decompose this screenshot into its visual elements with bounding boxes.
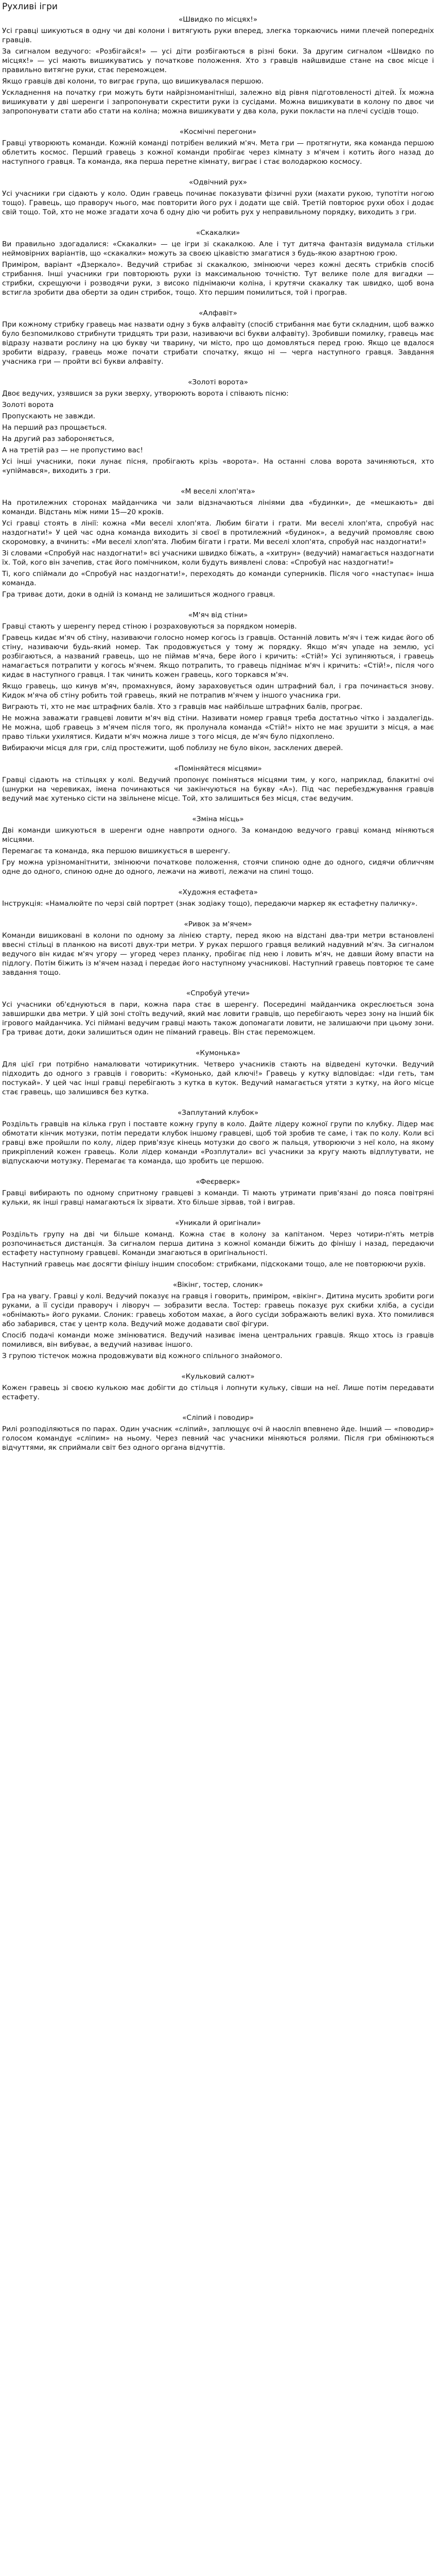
game-paragraph: Спосіб подачі команди може змінюватися. Ведучий називає імена центральних гравців. Якщо хтось із гравців помилився, він вибуває, а ведучий називає іншого. <box>2 1331 434 1349</box>
game-title: «Заплутаний клубок» <box>177 1109 259 1117</box>
game-title: «Спробуй утечи» <box>186 989 250 997</box>
game-paragraph: Не можна заважати гравцеві ловити м'яч від стіни. Називати номер гравця треба достатньо чітко і заздалегідь. Не можна, щоб гравець з м'ячем після того, як пролунала команда «Стій!» ніхто не має зрушити з місця, а має право тільки ухилятися. Кидати м'яч можна лише з того місця, де м'яч було підхоплено. <box>2 714 434 741</box>
game-section <box>2 1108 434 1166</box>
game-title: «Зміна місць» <box>192 815 244 823</box>
game-paragraph: Перемагає та команда, яка першою вишикується в шеренгу. <box>2 847 231 855</box>
game-section <box>2 1218 434 1269</box>
game-paragraph: Пропускають не завжди. <box>2 412 95 420</box>
game-paragraph: На перший раз прощається. <box>2 423 107 432</box>
game-paragraph: Гравці утворюють команди. Кожній команді потрібен великий м'яч. Мета гри — протягнути, яка команда першою облетить космос. Перший гравець з кожної команди пробігає через кімнату з м'ячем і котить його назад до наступного гравця. Та команда, яка перша перетне кімнату, виграє і стає володаркою космосу. <box>2 139 434 166</box>
game-paragraph: Ті, кого спіймали до «Спробуй нас наздогнати!», переходять до команди суперників. Після чого «наступає» інша команда. <box>2 570 434 587</box>
game-title: «Одвічний рух» <box>189 178 247 187</box>
game-paragraph: Гравці сідають на стільцях у колі. Ведучий пропонує поміняться місцями тим, у кого, наприклад, блакитні очі (шнурки на черевиках, імена починаються чи закінчуються на букву «А»). Під час перебезджування гравців ведучий має хутенько сісти на звільнене місце. Той, хто залишиться без місця, стає ведучим. <box>2 776 434 803</box>
game-title: «Поміняйтеся місцями» <box>174 765 262 773</box>
game-paragraph: Ускладнення на початку гри можуть бути найрізноманітніші, залежно від рівня підготовленості дітей. Їх можна вишикувати у дві шеренги і запропонувати скрестити руки із сусідами. Можна вишикувати в колону по двоє чи запропонувати стати або стати на коліна; можна вишикувати у два кола, руки покласти на плечі сусідів тощо. <box>2 89 434 115</box>
game-paragraph: Гра триває доти, доки в одній із команд не залишиться жодного гравця. <box>2 590 275 599</box>
game-title: «Космічні перегони» <box>179 128 257 136</box>
game-paragraph: Гравці стають у шеренгу перед стіною і розраховуються за порядком номерів. <box>2 622 297 631</box>
game-paragraph: Зі словами «Спробуй нас наздогнати!» всі учасники швидко біжать, а «хитрун» (ведучий) намагається наздогнати їх. Той, кого він зачепив, стає його помічником, коли будуть виявлені слова: «Спробуй нас наздогнати!» <box>2 549 434 567</box>
game-section <box>2 764 434 803</box>
game-paragraph: Двоє ведучих, узявшися за руки зверху, утворюють ворота і співають пісню: <box>2 389 289 398</box>
game-section <box>2 1372 434 1402</box>
game-title: «Швидко по місцях!» <box>178 15 258 24</box>
game-paragraph: Для цієї гри потрібно намалювати чотирикутник. Четверо учасників стають на відведені куточки. Ведучий підходить до одного з гравців і говорить: «Кумонько, дай ключі!» Гравець у кутку відповідає: «Іди геть, там постукай». У цей час інші гравці перебігають з кутка в куток. Ведучий намагається утяти з кутку, на його місце стає гравець, що залишився без кутка. <box>2 1060 434 1096</box>
game-section <box>2 611 434 753</box>
game-paragraph: Усі учасники об'єднуються в пари, кожна пара стає в шеренгу. Посередині майданчика окреслюється зона завширшки два метри. У цій зоні стоїть ведучий, який має ловити гравців, що перебігають через зону на інший бік ігрового майданчика. Усі піймані ведучим гравці мають також допомагати ловити, не залишаючи при цьому зони. Гра триває доти, доки залишиться один не піманий гравець. Він стає переможцем. <box>2 1001 434 1037</box>
game-section <box>2 1280 434 1361</box>
game-paragraph: А на третій раз — не пропустимо вас! <box>2 446 143 454</box>
game-paragraph: Роздільть гравців на кілька груп і поставте кожну групу в коло. Дайте лідеру кожної групи по клубку. Лідер має обмотати кінчик мотузки, потім передати клубок іншому гравцеві, щоб той зробив те саме, і так по колу. Коли всі гравці вже пройшли по колу, лідер прив'язує кінець мотузки до свого ж пальця, утворюючи з неї коло, на якому прикріплений кожен гравець. Коли лідер команди «Розплутали» всі учасники за кругу мають відплутувати, не відпускаючи мотузку. Перемагає та команда, що зробить це першою. <box>2 1120 434 1165</box>
game-title: «Художня естафета» <box>178 888 258 896</box>
game-paragraph: Вибираючи місця для гри, слід простежити, щоб поблизу не було вікон, засклених дверей. <box>2 744 343 752</box>
game-section <box>2 815 434 876</box>
game-paragraph: Рилі розподіляються по парах. Один учасник «сліпий», заплющує очі й наосліп впевнено йде. Інший — «поводир» голосом командує «сліпим» на ньому. Через певний час учасники міняються ролями. Після гри обмінюються відчуттями, як сприймали світ без одного органа відчуттів. <box>2 1425 434 1452</box>
game-paragraph: Усі гравці шикуються в одну чи дві колони і витягують руки вперед, злегка торкаючись ними плечей попередніх гравців. <box>2 27 434 44</box>
game-paragraph: На протилежних сторонах майданчика чи зали відзначаються лініями два «будинки», де «мешкають» дві команди. Відстань між ними 15—20 кроків. <box>2 499 434 516</box>
game-section <box>2 920 434 977</box>
game-section <box>2 1177 434 1207</box>
game-paragraph: Дві команди шикуються в шеренги одне навпроти одного. За командою ведучого гравці команд міняються місцями. <box>2 826 434 844</box>
game-section <box>2 989 434 1037</box>
game-paragraph: Наступний гравець має досягти фінішу іншим способом: стрибками, підскоками тощо, але не повторюючи рухів. <box>2 1260 426 1268</box>
game-section <box>2 228 434 297</box>
game-section <box>2 1048 434 1097</box>
game-paragraph: Гравці вибирають по одному спритному гравцеві з команди. Ті мають утримати прив'язані до пояса повітряні кульки, як інші гравці намагаються їх зірвати. Хто більше зірвав, той і виграв. <box>2 1189 434 1207</box>
game-title: «Феєрверк» <box>196 1178 240 1186</box>
game-title: «Скакалки» <box>196 229 240 237</box>
game-title: «Кульковий салют» <box>181 1372 255 1381</box>
game-section <box>2 127 434 166</box>
game-paragraph: Виграють ті, хто не має штрафних балів. Хто з гравців має найбільше штрафних балів, програє. <box>2 703 363 711</box>
game-title: «М'яч від стіни» <box>188 611 248 619</box>
game-section <box>2 1413 434 1452</box>
game-paragraph: Роздільть групу на дві чи більше команд. Кожна стає в колону за капітаном. Через чотири-п'ять метрів розпочинається дистанція. За сигналом перша дитина з кожної команди біжить до фінішу і назад, передаючи естафету наступному гравцеві. Команди змагаються в оригінальності. <box>2 1230 434 1257</box>
game-paragraph: На другий раз забороняється, <box>2 435 114 443</box>
game-title: «Сліпий і поводир» <box>182 1414 254 1422</box>
game-section <box>2 487 434 599</box>
games-list <box>2 15 434 1452</box>
page-title: Рухливі ігри <box>2 2 58 12</box>
game-paragraph: Усі інші учасники, поки лунає пісня, пробігають крізь «ворота». На останні слова ворота зачиняються, хто «упіймався», виходить з гри. <box>2 457 434 475</box>
game-paragraph: Гра на увагу. Гравці у колі. Ведучий показує на гравця і говорить, приміром, «вікінг». Дитина мусить зробити роги руками, а її сусіди праворуч і ліворуч — зобразити весла. Тостер: гравець показує рух скибки хліба, а сусіди «обнімають» його руками. Слоник: гравець хоботом махає, а його сусіди зображають великі вуха. Хто помилився або забарився, стає у центр кола. Ведучий може додавати свої фігури. <box>2 1292 434 1328</box>
game-paragraph: Золоті ворота <box>2 401 54 409</box>
game-paragraph: Гру можна урізноманітнити, змінюючи початкове положення, стоячи спиною одне до одного, сидячи обличчям одне до одного, спиною одне до одного, лежачи на животі, лежачи на спині тощо. <box>2 858 434 876</box>
game-paragraph: Команди вишиковані в колони по одному за лінією старту, перед якою на відстані два-три метри встановлені ввесні стільці в планкою на висоті двух-три метри. У руках першого гравця великий надувний м'яч. За сигналом ведучого він кидає м'яч угору — угоред через планку, пробігає під нею і ловить м'яч, не давши йому впасти на підлогу. Потім біжить із м'ячем назад і передає його наступному учасникові. Наступний гравець повторює те саме завдання тощо. <box>2 931 434 977</box>
game-title: «Вікінг, тостер, слоник» <box>172 1281 264 1289</box>
game-paragraph: Усі гравці стоять в лінії: кожна «Ми веселі хлоп'ята. Любим бігати і грати. Ми веселі хлоп'ята, спробуй нас наздогнати!» У цей час одна команда виходить зі своєї в протилежний «будинок», а ведучий промовляє свою скоромовку, а вчинить: «Ми веселі хлоп'ята. Любим бігати і грати. Ми веселі хлоп'ята, спробуй нас наздогнати!» <box>2 519 434 546</box>
game-paragraph: Якщо гравець, що кинув м'яч, промахнувся, йому зараховується один штрафний бал, і гра починається знову. Кидок м'яча об стіну робить той гравець, який не потрапив м'ячем у іншого учасника гри. <box>2 682 434 700</box>
game-title: «Ривок за м'ячем» <box>184 920 252 928</box>
game-title: «Кумонька» <box>196 1049 240 1057</box>
game-paragraph: Інструкція: «Намалюйте по черзі свій портрет (знак зодіаку тощо), передаючи маркер як естафетну паличку». <box>2 900 418 908</box>
game-title: «Золоті ворота» <box>187 378 248 386</box>
game-paragraph: Кожен гравець зі своєю кулькою має добігти до стільця і лопнути кульку, сівши на неї. Лише потім передавати естафету. <box>2 1384 434 1401</box>
game-section <box>2 888 434 908</box>
game-section <box>2 178 434 217</box>
game-title: «М веселі хлоп'ята» <box>181 487 255 496</box>
game-section <box>2 309 434 366</box>
game-paragraph: Якщо гравців дві колони, то виграє група, що вишикувалася першою. <box>2 77 264 86</box>
game-paragraph: За сигналом ведучого: «Розбігайся!» — усі діти розбігаються в різні боки. За другим сигналом «Швидко по місцях!» — усі мають вишикуватись у початкове положення. Хто з гравців найшвидше стане на своє місце і правильно витягне руки, стає переможцем. <box>2 47 434 74</box>
game-section <box>2 378 434 476</box>
game-title: «Алфавіт» <box>199 309 237 317</box>
game-paragraph: Усі учасники гри сідають у коло. Один гравець починає показувати фізичні рухи (махати рукою, тупотіти ногою тощо). Гравець, що праворуч нього, має повторити його рух і додати ще свій. Третій повторює рухи обох і додає свій тощо. Той, хто не може згадати хоча б одну дію чи робить рух у неправильному порядку, виходить з гри. <box>2 190 434 216</box>
game-paragraph: З групою тістечок можна продовжувати від кожного спільного знайомого. <box>2 1352 283 1360</box>
game-paragraph: Ви правильно здогадалися: «Скакалки» — це ігри зі скакалкою. Але і тут дитяча фантазія видумала стільки неймовірних варіантів, що «скакалки» можуть за своєю цікавістю змагатися з будь-якою азартною грою. <box>2 240 434 258</box>
game-paragraph: При кожному стрибку гравець має назвати одну з букв алфавіту (спосіб стрибання має бути складним, щоб важко було безпомилково стрибнути тридцять три рази, називаючи всі букви алфавіту). Зробивши помилку, гравець має відразу назвати рослину на цю букву чи тварину, чи місто, про що домовляться перед грою. Якщо це вдалося зробити відразу, гравець може почати стрибати спочатку, якщо ні — черга наступного гравця. Завдання учасника гри — пройти всі букви алфавіту. <box>2 320 434 366</box>
game-paragraph: Приміром, варіант «Дзеркало». Ведучий стрибає зі скакалкою, змінюючи через кожні десять стрибків спосіб стрибання. Інші учасники гри повторюють рухи із максимальною точністю. Тут велике поле для вигадки — стрибки, схрещуючи і розводячи руки, з високо піднімаючи коліна, і крутячи скакалку так швидко, щоб вона встигла зробити два оберти за один стрибок, тощо. Хто першим помилиться, той і програв. <box>2 261 434 297</box>
game-section <box>2 15 434 116</box>
game-paragraph: Гравець кидає м'яч об стіну, називаючи голосно номер когось із гравців. Останній ловить м'яч і теж кидає його об стіну, називаючи будь-який номер. Так продовжується у тому ж порядку. Якщо м'яч упаде на землю, усі розбігаються, а названий гравець, що не піймав м'яча, бере його і кричить: «Стій!» Усі зупиняються, і гравець намагається потрапити у когось м'ячем. Якщо потрапить, то гравець піднімає м'яч і кричить: «Стій!», після чого кидає в наступного гравця. І так чинить кожен гравець, кого торкався м'яч. <box>2 634 434 679</box>
game-title: «Уникали й оригінали» <box>175 1219 261 1227</box>
